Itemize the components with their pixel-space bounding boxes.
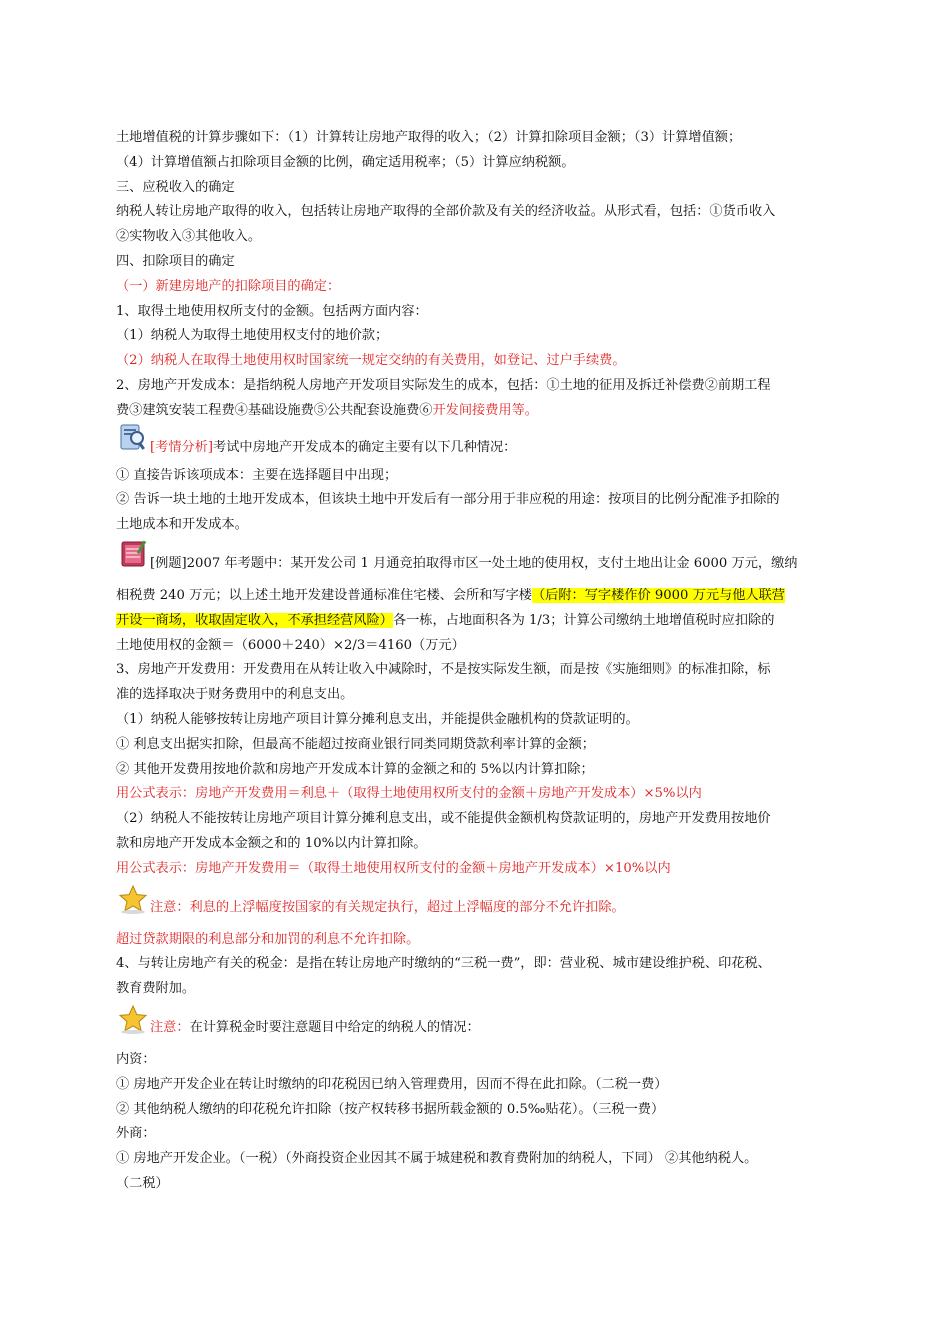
highlighted-text: （后附：写字楼作价 9000 万元与他人联营 <box>532 587 785 603</box>
section-heading: 三、应税收入的确定 <box>116 179 235 195</box>
note-line <box>116 1002 838 1042</box>
text-run: 考试中房地产开发成本的确定主要有以下几种情况： <box>213 439 517 455</box>
analysis-line <box>116 424 838 464</box>
paragraph-line <box>116 609 838 634</box>
formula-line: 用公式表示：房地产开发费用＝利息＋（取得土地使用权所支付的金额＋房地产开发成本）×5%以内 <box>116 786 702 802</box>
text-run: 开发间接费用等。 <box>432 402 538 418</box>
notebook-icon <box>118 538 148 568</box>
paragraph-line: ②实物收入③其他收入。 <box>116 229 262 245</box>
paragraph-line: 外商： <box>116 1126 156 1142</box>
magnifier-document-icon <box>118 422 148 452</box>
paragraph-line: ② 告诉一块土地的土地开发成本，但该块土地中开发后有一部分用于非应税的用途：按项目的比例分配准予扣除的 <box>116 492 780 508</box>
paragraph-line: 教育费附加。 <box>116 981 196 997</box>
paragraph-line: 纳税人转让房地产取得的收入，包括转让房地产取得的全部价款及有关的经济收益。从形式看，包括：①货币收入 <box>116 204 776 220</box>
example-line <box>116 538 838 578</box>
paragraph-line: 2、房地产开发成本：是指纳税人房地产开发项目实际发生的成本，包括：①土地的征用及拆迁补偿费②前期工程 <box>116 377 771 393</box>
subsection-heading: （一）新建房地产的扣除项目的确定： <box>116 278 341 294</box>
paragraph-line: ② 其他开发费用按地价款和房地产开发成本计算的金额之和的 5%以内计算扣除； <box>116 761 594 777</box>
text-run: 费③建筑安装工程费④基础设施费⑤公共配套设施费⑥ <box>116 402 433 418</box>
paragraph-line: ① 房地产开发企业。（一税）（外商投资企业因其不属于城建税和教育费附加的纳税人，下同） ②其他纳税人。 <box>116 1151 758 1167</box>
paragraph-line: （2）纳税人不能按转让房地产项目计算分摊利息支出，或不能提供金额机构贷款证明的，房地产开发费用按地价 <box>116 811 771 827</box>
text-run: 各一栋，占地面积各为 1/3；计算公司缴纳土地增值税时应扣除的 <box>392 612 775 628</box>
text-run: 在计算税金时要注意题目中给定的纳税人的情况： <box>189 1019 480 1035</box>
analysis-label: [考情分析] <box>150 439 214 455</box>
formula-line: 用公式表示：房地产开发费用＝（取得土地使用权所支付的金额＋房地产开发成本）×10%以内 <box>116 860 671 876</box>
paragraph-line: （2）纳税人在取得土地使用权时国家统一规定交纳的有关费用，如登记、过户手续费。 <box>116 353 626 369</box>
note-text: 注意：利息的上浮幅度按国家的有关规定执行，超过上浮幅度的部分不允许扣除。 <box>150 899 625 915</box>
section-heading: 四、扣除项目的确定 <box>116 253 235 269</box>
paragraph-line: ① 房地产开发企业在转让时缴纳的印花税因已纳入管理费用，因而不得在此扣除。（二税一费） <box>116 1076 668 1092</box>
paragraph-line: 内资： <box>116 1051 156 1067</box>
paragraph-line: ① 利息支出据实扣除，但最高不能超过按商业银行同类同期贷款利率计算的金额； <box>116 736 595 752</box>
paragraph-line <box>116 399 838 424</box>
paragraph-line: 4、与转让房地产有关的税金：是指在转让房地产时缴纳的“三税一费”，即：营业税、城市建设维护税、印花税、 <box>116 956 771 972</box>
paragraph-line: 3、房地产开发费用：开发费用在从转让收入中减除时，不是按实际发生额，而是按《实施细则》的标准扣除，标 <box>116 662 771 678</box>
paragraph-line: （4）计算增值额占扣除项目金额的比例，确定适用税率；（5）计算应纳税额。 <box>116 154 575 170</box>
paragraph-line: （1）纳税人为取得土地使用权支付的地价款； <box>116 328 389 344</box>
paragraph-line: （1）纳税人能够按转让房地产项目计算分摊利息支出，并能提供金融机构的贷款证明的。 <box>116 711 639 727</box>
paragraph-line: 款和房地产开发成本金额之和的 10%以内计算扣除。 <box>116 835 427 851</box>
paragraph-line: 土地增值税的计算步骤如下：（1）计算转让房地产取得的收入；（2）计算扣除项目金额；（3）计算增值额； <box>116 130 742 145</box>
paragraph-line: ① 直接告诉该项成本：主要在选择题目中出现； <box>116 467 398 483</box>
note-label: 注意： <box>150 1019 190 1035</box>
paragraph-line <box>116 584 838 609</box>
paragraph-line: ② 其他纳税人缴纳的印花税允许扣除（按产权转移书据所载金额的 0.5‰贴花）。（三税一费） <box>116 1101 665 1117</box>
star-icon <box>118 1004 148 1034</box>
paragraph-line: （二税） <box>116 1175 169 1191</box>
text-run: [例题]2007 年考题中：某开发公司 1 月通竞拍取得市区一处土地的使用权，支付土地出让金 6000 万元，缴纳 <box>150 555 798 571</box>
paragraph-line: 土地使用权的金额＝（6000＋240）×2/3＝4160（万元） <box>116 637 465 653</box>
paragraph-line: 土地成本和开发成本。 <box>116 517 248 533</box>
note-line <box>116 882 838 922</box>
paragraph-line: 准的选择取决于财务费用中的利息支出。 <box>116 687 354 703</box>
paragraph-line: 1、取得土地使用权所支付的金额。包括两方面内容： <box>116 303 428 319</box>
text-run: 相税费 240 万元；以上述土地开发建设普通标准住宅楼、会所和写字楼 <box>116 587 532 603</box>
star-icon <box>118 884 148 914</box>
highlighted-text: 开设一商场，收取固定收入，不承担经营风险） <box>116 612 393 628</box>
paragraph-line: 超过贷款期限的利息部分和加罚的利息不允许扣除。 <box>116 931 420 947</box>
